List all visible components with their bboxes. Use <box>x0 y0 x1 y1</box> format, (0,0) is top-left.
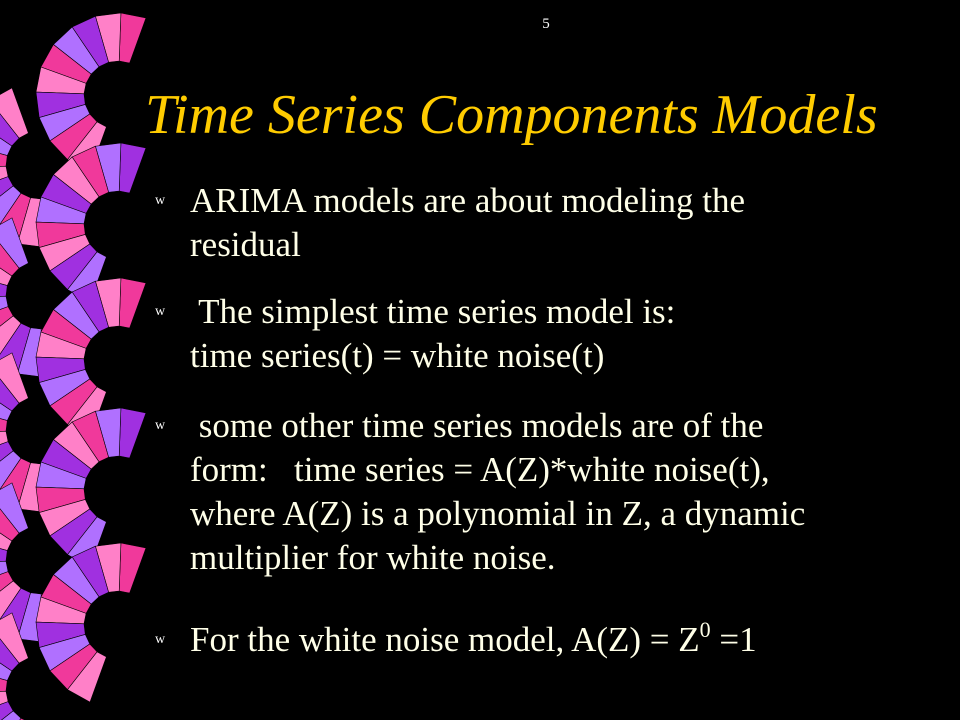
bullet-marker-icon: w <box>155 632 166 647</box>
bullet-line: The simplest time series model is: <box>190 292 676 331</box>
bullet-text <box>190 404 945 580</box>
bullet-marker-icon: w <box>155 193 166 208</box>
bullet-text <box>190 179 945 267</box>
bullet-line: form: time series = A(Z)*white noise(t), <box>190 450 770 489</box>
bullet-text <box>190 290 945 378</box>
bullet-item-4 <box>155 618 945 662</box>
fan-ornament <box>36 143 146 302</box>
decorative-fan-border <box>0 0 150 720</box>
bullet-marker-icon: w <box>155 418 166 433</box>
fan-segment <box>119 143 146 193</box>
bullet-line <box>190 618 945 662</box>
bullet-text <box>190 618 945 662</box>
fan-segment <box>119 543 146 593</box>
fan-segment <box>119 278 146 328</box>
bullet-line: some other time series models are of the <box>190 406 764 445</box>
bullet-item-3 <box>155 404 945 580</box>
fan-segment <box>119 13 146 63</box>
bullet-item-1 <box>155 179 945 267</box>
bullet-text-main: For the white noise model, A(Z) = Z <box>190 620 700 659</box>
bullet-line: ARIMA models are about modeling the <box>190 181 746 220</box>
fan-ornament <box>36 543 146 702</box>
bullet-text-tail: =1 <box>710 620 757 659</box>
page-number: 5 <box>542 16 550 32</box>
bullet-line: multiplier for white noise. <box>190 538 556 577</box>
bullet-marker-icon: w <box>155 304 166 319</box>
slide-title: Time Series Components Models <box>145 84 878 146</box>
bullet-item-2 <box>155 290 945 378</box>
bullet-line: where A(Z) is a polynomial in Z, a dynamic <box>190 494 806 533</box>
bullet-line: time series(t) = white noise(t) <box>190 336 605 375</box>
bullet-line: residual <box>190 225 301 264</box>
fan-ornament <box>36 408 146 567</box>
superscript-exponent: 0 <box>699 617 711 642</box>
fan-segment <box>119 408 146 458</box>
